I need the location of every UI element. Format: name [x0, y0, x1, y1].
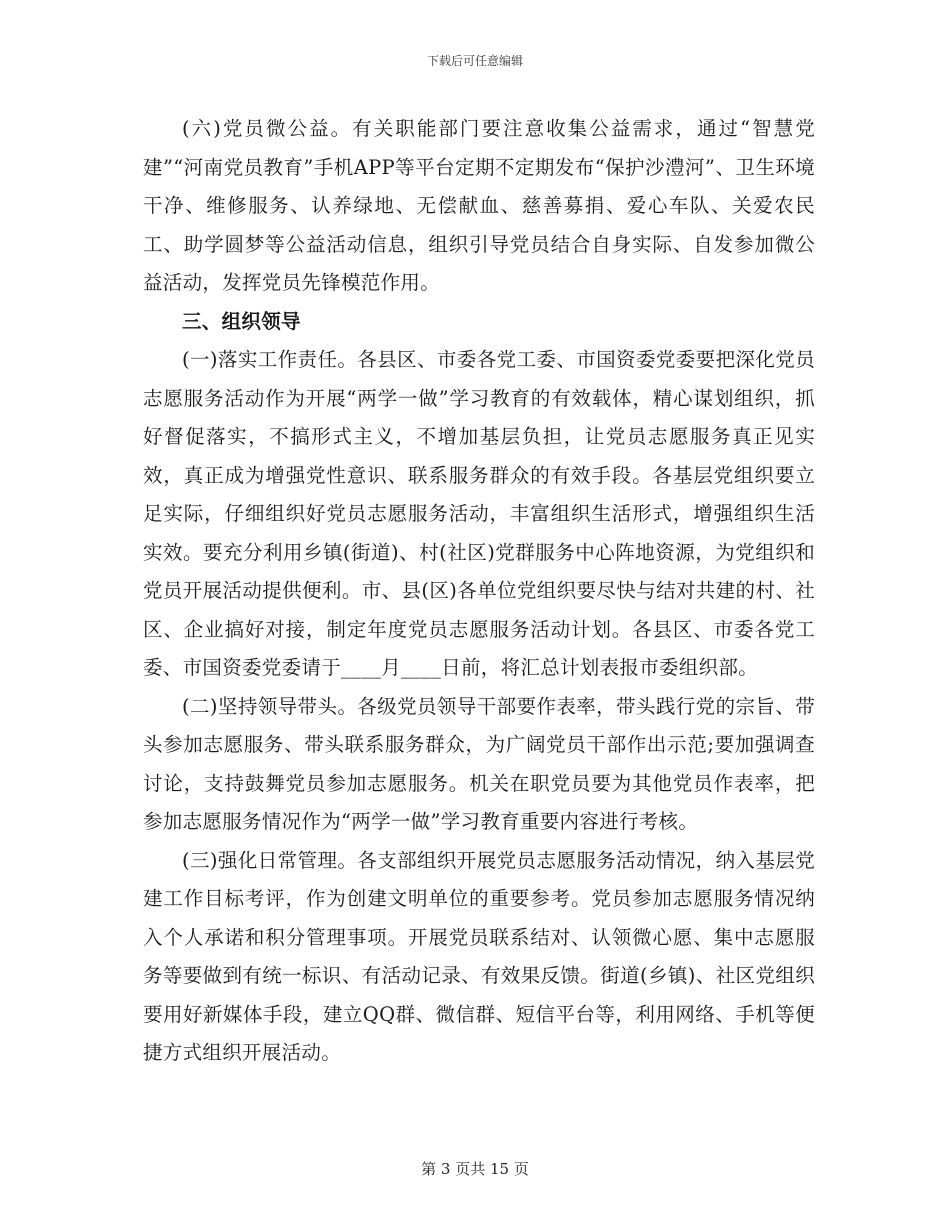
document-body — [143, 110, 815, 1073]
page-header: 下载后可任意编辑 — [426, 54, 523, 68]
paragraph-daily-management: (三)强化日常管理。各支部组织开展党员志愿服务活动情况，纳入基层党建工作目标考评，作为创建文明单位的重要参考。党员参加志愿服务情况纳入个人承诺和积分管理事项。开展党员联系结对、认领微心愿、集中志愿服务等要做到有统一标识、有活动记录、有效果反馈。街道(乡镇)、社区党组织要用好新媒体手段，建立QQ群、微信群、短信平台等，利用网络、手机等便捷方式组织开展活动。 — [143, 848, 815, 1064]
section-heading-organization-leadership: 三、组织领导 — [182, 309, 301, 333]
paragraph-implement-responsibility: (一)落实工作责任。各县区、市委各党工委、市国资委党委要把深化党员志愿服务活动作为开展“两学一做”学习教育的有效载体，精心谋划组织，抓好督促落实，不搞形式主义，不增加基层负担，让党员志愿服务真正见实效，真正成为增强党性意识、联系服务群众的有效手段。各基层党组织要立足实际，仔细组织好党员志愿服务活动，丰富组织生活形式，增强组织生活实效。要充分利用乡镇(街道)、村(社区)党群服务中心阵地资源，为党组织和党员开展活动提供便利。市、县(区)各单位党组织要尽快与结对共建的村、社区、企业搞好对接，制定年度党员志愿服务活动计划。各县区、市委各党工委、市国资委党委请于____月____日前，将汇总计划表报市委组织部。 — [143, 348, 815, 679]
paragraph-leadership-example: (二)坚持领导带头。各级党员领导干部要作表率，带头践行党的宗旨、带头参加志愿服务、带头联系服务群众，为广阔党员干部作出示范;要加强调查讨论，支持鼓舞党员参加志愿服务。机关在职党员要为其他党员作表率，把参加志愿服务情况作为“两学一做”学习教育重要内容进行考核。 — [143, 694, 815, 833]
page-footer: 第 3 页共 15 页 — [421, 1160, 529, 1178]
paragraph-party-micro-charity: (六)党员微公益。有关职能部门要注意收集公益需求，通过“智慧党建”“河南党员教育”手机APP等平台定期不定期发布“保护沙澧河”、卫生环境干净、维修服务、认养绿地、无偿献血、慈善募捐、爱心车队、关爱农民工、助学圆梦等公益活动信息，组织引导党员结合自身实际、自发参加微公益活动，发挥党员先锋模范作用。 — [143, 117, 815, 294]
